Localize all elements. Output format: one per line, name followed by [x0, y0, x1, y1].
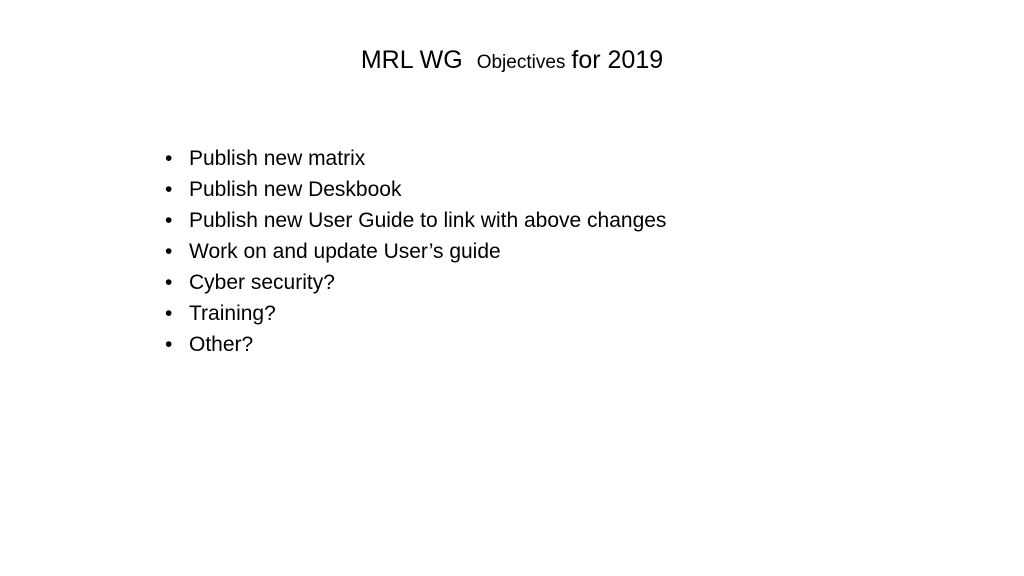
- bullet-dot-icon: •: [165, 147, 173, 170]
- bullet-text: Publish new Deskbook: [189, 178, 402, 201]
- bullet-item: [165, 267, 666, 298]
- slide-title: [0, 40, 1024, 84]
- bullet-text: Publish new User Guide to link with above changes: [189, 209, 667, 232]
- bullet-item: [165, 143, 666, 174]
- bullet-dot-icon: •: [165, 209, 173, 232]
- bullet-item: [165, 236, 666, 267]
- bullet-dot-icon: •: [165, 333, 173, 356]
- bullet-text: Cyber security?: [189, 271, 335, 294]
- bullet-text: Other?: [189, 333, 254, 356]
- bullet-text: Publish new matrix: [189, 147, 366, 170]
- bullet-item: [165, 298, 666, 329]
- bullet-dot-icon: •: [165, 178, 173, 201]
- bullet-text: Work on and update User’s guide: [189, 240, 501, 263]
- bullet-text: Training?: [189, 302, 276, 325]
- title-part-2: Objectives: [476, 52, 566, 73]
- bullet-item: [165, 329, 666, 360]
- bullet-dot-icon: •: [165, 271, 173, 294]
- bullet-item: [165, 174, 666, 205]
- bullet-dot-icon: •: [165, 302, 173, 325]
- bullet-item: [165, 205, 666, 236]
- bullet-dot-icon: •: [165, 240, 173, 263]
- title-part-1: MRL WG: [360, 46, 463, 74]
- title-part-3: for 2019: [571, 46, 664, 74]
- bullet-list: [165, 143, 666, 360]
